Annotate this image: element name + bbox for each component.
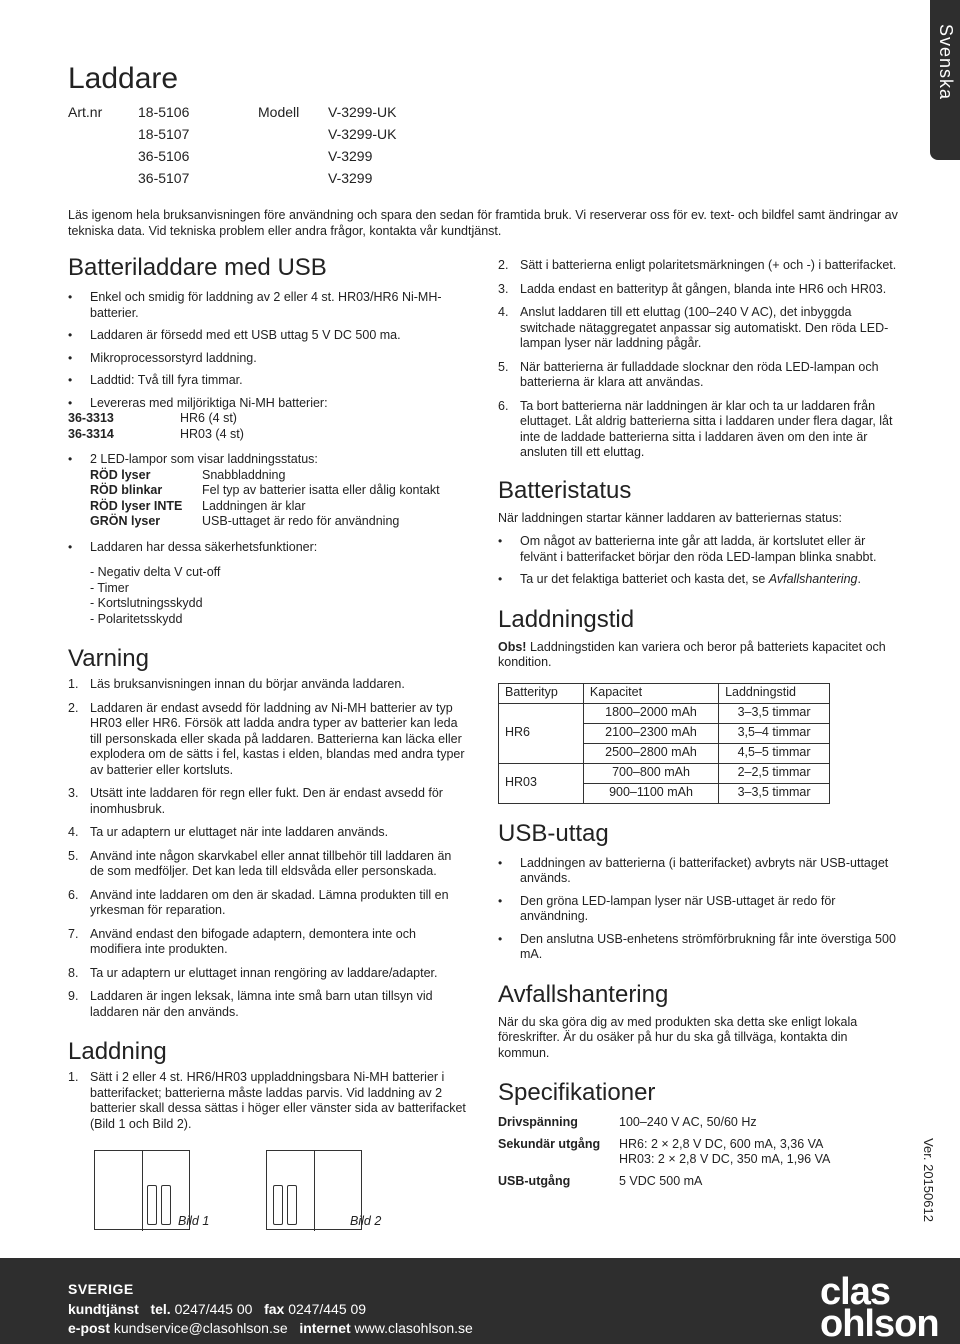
status-list (498, 534, 898, 588)
list-item-text: • Laddaren har dessa säkerhetsfunktioner: (90, 539, 318, 554)
battery-type-cell: HR6 (499, 703, 584, 763)
laddningstid-note: Obs! Laddningstiden kan variera och beror på batteriets kapacitet och kondition. (498, 639, 886, 669)
safety-list (90, 565, 468, 627)
spec-key: Sekundär utgång (498, 1136, 601, 1151)
charger-figure-2 (266, 1150, 362, 1230)
art-number: 18-5106 (138, 104, 190, 120)
footer-phone-line: kundtjänst tel. 0247/445 00 fax 0247/445 09 (68, 1301, 367, 1317)
section-heading-batteristatus: Batteristatus (498, 476, 632, 504)
list-item-text: • Levereras med miljöriktiga Ni-MH batterier: (90, 395, 328, 410)
list-item: • Enkel och smidig för laddning av 2 eller 4 st. HR03/HR6 Ni-MH- batterier. (68, 290, 468, 321)
time-cell: 3,5–4 timmar (719, 723, 830, 743)
email-link[interactable]: kundservice@clasohlson.se (113, 1320, 288, 1336)
footer-contact-line: e-post kundservice@clasohlson.se internet www.clasohlson.se (68, 1320, 473, 1336)
list-item: • Laddaren är försedd med ett USB uttag 5 V DC 500 ma. (68, 328, 468, 344)
battery-code: 36-3313 (68, 411, 114, 425)
warning-list (68, 677, 468, 1020)
list-item: 1. Sätt i 2 eller 4 st. HR6/HR03 uppladdningsbara Ni-MH batterier i batterifacket; batterierna måste laddas parvis. Vid laddning av 2 batterier skall dessa sättas i höger eller vänster sida av batterifacket (Bild 1 och Bild 2). (68, 1070, 466, 1131)
intro-paragraph: Läs igenom hela bruksanvisningen före användning och spara den sedan för framtida bruk. Vi reserverar oss för ev. text- och bildfel samt ändringar av tekniska data. Vid tekniska problem eller andra frågor, kontakta vår kundtjänst. (68, 208, 898, 238)
table-row (499, 763, 830, 783)
spec-value: 5 VDC 500 mA (619, 1173, 703, 1188)
art-number: 18-5107 (138, 126, 190, 142)
section-heading-spec: Specifikationer (498, 1079, 656, 1106)
list-item: 6. Ta bort batterierna när laddningen är klar och ta ur laddaren från eluttaget. Låt aldrig batterierna sitta i laddaren under flera dagar, låt inte de laddade batterierna sitta i laddaren även om den inte är ansluten till ett eluttag. (498, 398, 893, 459)
battery-type-cell: HR03 (499, 763, 584, 803)
section-heading-usb: USB-uttag (498, 819, 609, 847)
list-item: • Mikroprocessorstyrd laddning. (68, 351, 468, 367)
list-item: 9. Laddaren är ingen leksak, lämna inte små barn utan tillsyn vid laddaren när den används. (68, 989, 433, 1019)
charging-illustrations (68, 1150, 468, 1245)
led-table (90, 468, 468, 530)
art-label: Art.nr (68, 104, 103, 120)
avfall-text: När du ska göra dig av med produkten ska detta ske enligt lokala föreskrifter. Är du osäker på hur du ska gå tillväga, kontakta din kommun. (498, 1014, 858, 1060)
language-tab (930, 0, 960, 160)
led-state: GRÖN lyser (90, 514, 161, 528)
version-label: Ver. 20150612 (920, 1138, 936, 1222)
left-column (68, 254, 468, 1245)
status-intro: När laddningen startar känner laddaren av batteriernas status: (498, 510, 842, 525)
list-item: • Den anslutna USB-enhetens strömförbrukning får inte överstiga 500 mA. (498, 932, 898, 963)
list-item-text: • 2 LED-lampor som visar laddningsstatus: (90, 452, 318, 466)
footer-country: SVERIGE (68, 1281, 134, 1297)
list-item: • Laddningen av batterierna (i batterifacket) avbryts när USB-uttaget används. (498, 856, 898, 887)
list-item (68, 396, 468, 443)
time-cell: 3–3,5 timmar (719, 783, 830, 803)
list-item: • Den gröna LED-lampan lyser när USB-uttaget är redo för användning. (498, 894, 898, 925)
spec-key: Drivspänning (498, 1115, 578, 1129)
table-row (499, 703, 830, 723)
right-column (498, 258, 898, 1189)
led-desc: Fel typ av batterier isatta eller dålig kontakt (202, 483, 440, 497)
version-label-wrap (898, 1135, 958, 1225)
battery-code: 36-3314 (68, 426, 114, 441)
safety-item: - Kortslutningsskydd (90, 596, 203, 610)
footer (0, 1258, 960, 1344)
model-label: Modell (258, 104, 300, 120)
website-link[interactable]: www.clasohlson.se (354, 1320, 473, 1336)
model-number: V-3299-UK (328, 104, 397, 120)
page-title: Laddare (68, 62, 179, 95)
list-item: 2. Sätt i batterierna enligt polaritetsmärkningen (+ och -) i batterifacket. (498, 258, 897, 272)
led-state: RÖD lyser INTE (90, 498, 183, 513)
charger-figure-1 (94, 1150, 190, 1230)
list-item: 6. Använd inte laddaren om den är skadad. Lämna produkten till en yrkesman för reparation. (68, 887, 449, 917)
spec-value: 100–240 V AC, 50/60 Hz (619, 1115, 757, 1129)
list-item: 4. Ta ur adaptern ur eluttaget när inte laddaren används. (68, 825, 389, 839)
list-item: 3. Utsätt inte laddaren för regn eller fukt. Den är endast avsedd för inomhusbruk. (68, 786, 443, 816)
list-item (68, 452, 468, 530)
charging-time-table (498, 683, 830, 804)
figure-caption-2: Bild 2 (350, 1214, 382, 1228)
section-heading-laddningstid: Laddningstid (498, 605, 635, 633)
battery-desc: HR03 (4 st) (180, 426, 244, 441)
led-state: RÖD blinkar (90, 483, 163, 497)
art-number: 36-5107 (138, 170, 190, 186)
section-heading-avfall: Avfallshantering (498, 980, 669, 1008)
column-header: Batterityp (499, 683, 584, 703)
capacity-cell: 700–800 mAh (583, 763, 718, 783)
capacity-cell: 1800–2000 mAh (583, 703, 718, 723)
safety-item: - Polaritetsskydd (90, 611, 183, 626)
spec-value: HR6: 2 × 2,8 V DC, 600 mA, 3,36 VA HR03: 2 × 2,8 V DC, 350 mA, 1,96 VA (619, 1136, 831, 1166)
column-header: Kapacitet (583, 683, 718, 703)
time-cell: 4,5–5 timmar (719, 743, 830, 763)
list-item: 7. Använd endast den bifogade adaptern, demontera inte och modifiera inte produkten. (68, 926, 416, 956)
list-item: • Om något av batterierna inte går att ladda, är kortslutet eller är felvänt i batterifacket börjar den röda LED-lampan blinka snabbt. (498, 534, 898, 565)
battery-table (68, 411, 468, 442)
spec-key: USB-utgång (498, 1173, 571, 1188)
list-item: • Laddtid: Två till fyra timmar. (68, 373, 468, 389)
article-number-grid (68, 104, 428, 186)
list-item (68, 540, 468, 628)
feature-list (68, 290, 468, 627)
list-item: 1. Läs bruksanvisningen innan du börjar använda laddaren. (68, 677, 405, 691)
battery-desc: HR6 (4 st) (180, 411, 237, 425)
time-cell: 2–2,5 timmar (719, 763, 830, 783)
section-heading-laddning: Laddning (68, 1038, 167, 1065)
clas-ohlson-logo: clas ohlson (820, 1271, 939, 1344)
list-item: 5. När batterierna är fulladdade slocknar den röda LED-lampan och batterierna är klara att användas. (498, 359, 879, 389)
charging-list-continued (498, 258, 898, 461)
figure-caption-1: Bild 1 (178, 1214, 210, 1228)
capacity-cell: 2500–2800 mAh (583, 743, 718, 763)
led-desc: Laddningen är klar (202, 498, 306, 513)
led-state: RÖD lyser (90, 467, 151, 482)
capacity-cell: 2100–2300 mAh (583, 723, 718, 743)
time-cell: 3–3,5 timmar (719, 703, 830, 723)
capacity-cell: 900–1100 mAh (583, 783, 718, 803)
section-heading-batteriladdare: Batteriladdare med USB (68, 254, 327, 281)
table-header-row (499, 683, 830, 703)
safety-item: - Negativ delta V cut-off (90, 565, 221, 579)
list-item: 5. Använd inte någon skarvkabel eller annat tillbehör till laddaren än de som medföljer. Det kan leda till eldsvåda eller personskada. (68, 848, 452, 878)
column-header: Laddningstid (719, 683, 830, 703)
model-number: V-3299-UK (328, 126, 397, 142)
charging-list (68, 1070, 468, 1132)
list-item: 2. Laddaren är endast avsedd för laddning av Ni-MH batterier av typ HR03 eller HR6. Försök att ladda andra typer av batterier kan leda till personskada eller skada på laddaren. Batterierna kan läcka eller explodera om de sätts i fel, kastas i elden, blandas med andra typer av batterier eller kortsluts. (68, 700, 465, 777)
safety-item: - Timer (90, 580, 129, 595)
led-desc: Snabbladdning (202, 467, 286, 482)
art-number: 36-5106 (138, 148, 190, 164)
model-number: V-3299 (328, 148, 373, 164)
list-item: 8. Ta ur adaptern ur eluttaget innan rengöring av laddare/adapter. (68, 965, 438, 980)
list-item: 3. Ladda endast en batterityp åt gången, blanda inte HR6 och HR03. (498, 281, 887, 296)
usb-list (498, 856, 898, 963)
avfall-reference: Avfallshantering (768, 572, 858, 586)
model-number: V-3299 (328, 170, 373, 186)
led-desc: USB-uttaget är redo för användning (202, 514, 400, 528)
list-item: • Ta ur det felaktiga batteriet och kasta det, se Avfallshantering. (498, 572, 898, 588)
language-label: Svenska (935, 23, 956, 101)
list-item: 4. Anslut laddaren till ett eluttag (100–240 V AC), det inbyggda switchade nätaggregatet anpassar sig automatiskt. Den röda LED-lampan lyser när laddning pågår. (498, 305, 889, 350)
section-heading-varning: Varning (68, 645, 149, 672)
spec-table (498, 1115, 898, 1189)
